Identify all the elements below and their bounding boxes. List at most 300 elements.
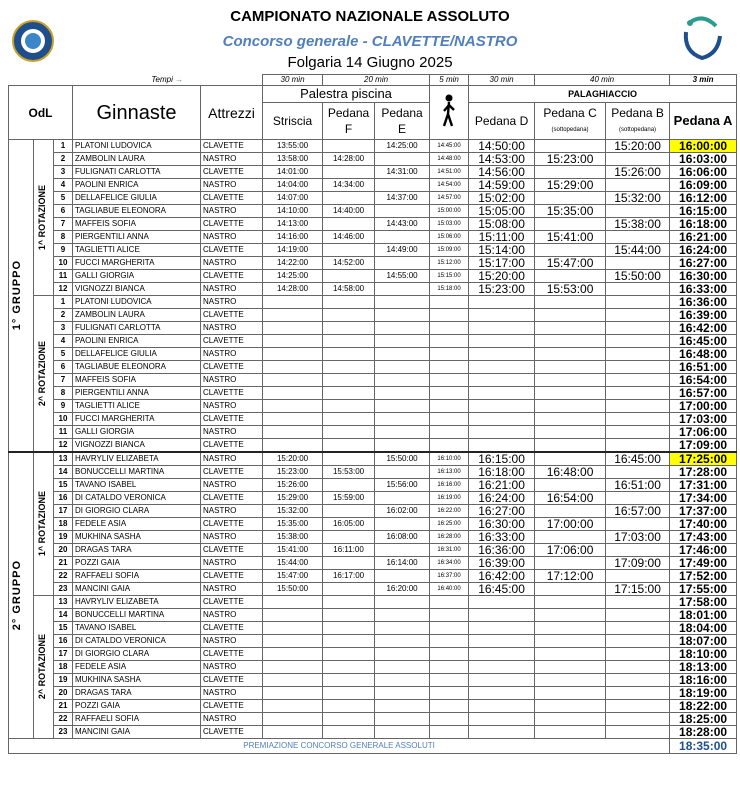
row-number: 23 [54, 583, 73, 596]
time-striscia [263, 374, 323, 387]
time-pedana-e [375, 700, 430, 713]
time-pedana-a: 18:01:00 [670, 609, 737, 622]
time-pedana-d: 15:05:00 [469, 205, 535, 218]
time-pedana-f [323, 296, 375, 309]
apparatus: NASTRO [201, 426, 263, 439]
time-pedana-a: 18:07:00 [670, 635, 737, 648]
time-pedana-b [606, 309, 670, 322]
time-pedana-a: 16:36:00 [670, 296, 737, 309]
apparatus: CLAVETTE [201, 674, 263, 687]
time-striscia: 15:41:00 [263, 544, 323, 557]
time-pedana-d [469, 700, 535, 713]
time-pedana-f [323, 557, 375, 570]
footer-row [9, 739, 737, 754]
time-pedana-e: 14:37:00 [375, 192, 430, 205]
time-striscia: 14:19:00 [263, 244, 323, 257]
row-number: 13 [54, 452, 73, 466]
duration-walk: 5 min [430, 75, 469, 86]
gymnast-name: FUCCI MARGHERITA [73, 257, 201, 270]
apparatus: CLAVETTE [201, 570, 263, 583]
rotation-label-text: 2^ ROTAZIONE [37, 634, 47, 700]
group-label-text: 2° GRUPPO [11, 560, 23, 631]
time-walk: 15:06:00 [430, 231, 469, 244]
time-pedana-a: 17:25:00 [670, 452, 737, 466]
time-striscia: 13:55:00 [263, 140, 323, 153]
rotation-label [34, 140, 54, 296]
time-pedana-b: 17:15:00 [606, 583, 670, 596]
row-number: 4 [54, 335, 73, 348]
gymnast-name: POZZI GAIA [73, 700, 201, 713]
table-row [9, 270, 737, 283]
col-ginnaste: Ginnaste [73, 86, 201, 140]
time-pedana-e [375, 622, 430, 635]
time-pedana-a: 16:33:00 [670, 283, 737, 296]
time-pedana-e [375, 387, 430, 400]
table-row [9, 231, 737, 244]
table-row [9, 426, 737, 439]
gymnast-name: DI CATALDO VERONICA [73, 492, 201, 505]
time-pedana-f: 14:40:00 [323, 205, 375, 218]
time-pedana-d [469, 687, 535, 700]
row-number: 7 [54, 218, 73, 231]
time-pedana-e: 14:25:00 [375, 140, 430, 153]
apparatus: NASTRO [201, 583, 263, 596]
apparatus: NASTRO [201, 400, 263, 413]
time-pedana-e [375, 322, 430, 335]
gymnast-name: BONUCCELLI MARTINA [73, 466, 201, 479]
table-row [9, 557, 737, 570]
schedule-table [8, 74, 737, 754]
table-row [9, 531, 737, 544]
time-pedana-e [375, 413, 430, 426]
gymnast-name: MAFFEIS SOFIA [73, 374, 201, 387]
time-pedana-e: 16:08:00 [375, 531, 430, 544]
time-pedana-d [469, 726, 535, 739]
apparatus: CLAVETTE [201, 492, 263, 505]
apparatus: CLAVETTE [201, 192, 263, 205]
time-pedana-a: 16:00:00 [670, 140, 737, 153]
row-number: 22 [54, 713, 73, 726]
time-pedana-a: 16:48:00 [670, 348, 737, 361]
time-pedana-c [535, 387, 606, 400]
time-pedana-b [606, 413, 670, 426]
time-pedana-e [375, 661, 430, 674]
time-striscia [263, 726, 323, 739]
time-walk: 15:12:00 [430, 257, 469, 270]
time-walk [430, 413, 469, 426]
time-pedana-f [323, 218, 375, 231]
gymnast-name: FULIGNATI CARLOTTA [73, 322, 201, 335]
time-pedana-d: 14:53:00 [469, 153, 535, 166]
time-pedana-e [375, 726, 430, 739]
time-pedana-f [323, 452, 375, 466]
apparatus: CLAVETTE [201, 140, 263, 153]
time-pedana-e [375, 374, 430, 387]
time-pedana-d [469, 596, 535, 609]
time-pedana-c [535, 661, 606, 674]
table-row [9, 492, 737, 505]
row-number: 8 [54, 387, 73, 400]
time-pedana-f [323, 583, 375, 596]
time-pedana-b [606, 348, 670, 361]
time-pedana-f [323, 609, 375, 622]
gymnast-name: TAGLIABUE ELEONORA [73, 205, 201, 218]
time-striscia [263, 348, 323, 361]
time-pedana-d: 16:24:00 [469, 492, 535, 505]
time-pedana-d: 15:11:00 [469, 231, 535, 244]
time-pedana-e: 16:02:00 [375, 505, 430, 518]
gymnast-name: HAVRYLIV ELIZABETA [73, 596, 201, 609]
gymnast-name: TAVANO ISABEL [73, 479, 201, 492]
time-pedana-b [606, 622, 670, 635]
time-pedana-e: 16:20:00 [375, 583, 430, 596]
time-pedana-b [606, 518, 670, 531]
time-walk: 16:13:00 [430, 466, 469, 479]
time-pedana-d: 14:56:00 [469, 166, 535, 179]
row-number: 19 [54, 674, 73, 687]
row-number: 11 [54, 270, 73, 283]
gymnast-name: DRAGAS TARA [73, 544, 201, 557]
apparatus: CLAVETTE [201, 387, 263, 400]
apparatus: NASTRO [201, 231, 263, 244]
time-pedana-b [606, 661, 670, 674]
time-pedana-c [535, 531, 606, 544]
time-pedana-f: 14:58:00 [323, 283, 375, 296]
time-pedana-a: 16:12:00 [670, 192, 737, 205]
time-pedana-d: 14:59:00 [469, 179, 535, 192]
row-number: 10 [54, 413, 73, 426]
time-striscia: 15:44:00 [263, 557, 323, 570]
time-pedana-c [535, 361, 606, 374]
time-pedana-a: 16:09:00 [670, 179, 737, 192]
time-pedana-d: 16:18:00 [469, 466, 535, 479]
time-pedana-f [323, 335, 375, 348]
time-walk [430, 361, 469, 374]
table-row [9, 700, 737, 713]
walking-person-icon [430, 86, 469, 140]
rotation-label-text: 1^ ROTAZIONE [37, 491, 47, 557]
gymnast-name: DRAGAS TARA [73, 687, 201, 700]
time-pedana-b: 17:03:00 [606, 531, 670, 544]
duration-pedana-cb: 40 min [535, 75, 670, 86]
rotation-label [34, 452, 54, 596]
time-pedana-c [535, 439, 606, 453]
apparatus: NASTRO [201, 153, 263, 166]
time-striscia [263, 400, 323, 413]
rotation-label-text: 2^ ROTAZIONE [37, 340, 47, 407]
time-pedana-c [535, 192, 606, 205]
time-pedana-a: 17:46:00 [670, 544, 737, 557]
arrow-right-icon: → [175, 74, 184, 84]
time-striscia [263, 361, 323, 374]
time-pedana-e [375, 179, 430, 192]
time-pedana-d [469, 713, 535, 726]
group-label [9, 140, 34, 453]
table-row [9, 348, 737, 361]
gymnast-name: TAGLIABUE ELEONORA [73, 361, 201, 374]
time-pedana-d: 15:23:00 [469, 283, 535, 296]
time-pedana-c [535, 687, 606, 700]
table-row [9, 218, 737, 231]
time-pedana-c [535, 335, 606, 348]
table-row [9, 452, 737, 466]
time-pedana-c: 15:47:00 [535, 257, 606, 270]
time-pedana-c: 15:35:00 [535, 205, 606, 218]
col-attrezzi: Attrezzi [201, 86, 263, 140]
time-striscia [263, 700, 323, 713]
time-pedana-e [375, 257, 430, 270]
time-pedana-c [535, 426, 606, 439]
row-number: 2 [54, 153, 73, 166]
time-striscia: 15:47:00 [263, 570, 323, 583]
time-pedana-d [469, 374, 535, 387]
apparatus: NASTRO [201, 661, 263, 674]
apparatus: CLAVETTE [201, 244, 263, 257]
apparatus: NASTRO [201, 609, 263, 622]
page-title: CAMPIONATO NAZIONALE ASSOLUTO [230, 8, 510, 25]
time-pedana-f [323, 270, 375, 283]
row-number: 18 [54, 661, 73, 674]
time-striscia: 15:20:00 [263, 452, 323, 466]
time-pedana-f: 15:59:00 [323, 492, 375, 505]
time-pedana-c: 16:48:00 [535, 466, 606, 479]
time-pedana-b [606, 544, 670, 557]
table-row [9, 570, 737, 583]
time-pedana-f [323, 726, 375, 739]
time-pedana-c [535, 596, 606, 609]
time-pedana-f [323, 387, 375, 400]
time-pedana-c [535, 713, 606, 726]
row-number: 7 [54, 374, 73, 387]
table-row [9, 244, 737, 257]
time-striscia [263, 596, 323, 609]
time-pedana-b [606, 400, 670, 413]
time-pedana-b [606, 296, 670, 309]
time-striscia: 14:28:00 [263, 283, 323, 296]
time-pedana-b [606, 596, 670, 609]
time-pedana-a: 17:03:00 [670, 413, 737, 426]
col-palestra: Palestra piscina [263, 86, 430, 103]
time-pedana-c [535, 348, 606, 361]
rotation-label [34, 596, 54, 739]
sponsor-logo-icon [680, 14, 724, 62]
gymnast-name: VIGNOZZI BIANCA [73, 439, 201, 453]
table-row [9, 205, 737, 218]
time-pedana-b [606, 322, 670, 335]
time-pedana-b [606, 674, 670, 687]
time-walk [430, 374, 469, 387]
gymnast-name: DELLAFELICE GIULIA [73, 192, 201, 205]
gymnast-name: TAVANO ISABEL [73, 622, 201, 635]
time-pedana-e [375, 296, 430, 309]
time-pedana-b [606, 153, 670, 166]
time-pedana-d: 16:45:00 [469, 583, 535, 596]
time-pedana-a: 16:54:00 [670, 374, 737, 387]
time-pedana-b [606, 570, 670, 583]
col-pedana-a: Pedana A [670, 103, 737, 140]
group-label-text: 1° GRUPPO [11, 260, 23, 331]
gymnast-name: RAFFAELI SOFIA [73, 713, 201, 726]
row-number: 20 [54, 544, 73, 557]
time-walk: 14:54:00 [430, 179, 469, 192]
time-pedana-d [469, 361, 535, 374]
time-walk [430, 609, 469, 622]
time-walk [430, 426, 469, 439]
time-walk: 16:40:00 [430, 583, 469, 596]
time-pedana-f [323, 479, 375, 492]
table-row [9, 387, 737, 400]
apparatus: NASTRO [201, 179, 263, 192]
time-pedana-e [375, 570, 430, 583]
time-striscia [263, 635, 323, 648]
time-striscia: 14:13:00 [263, 218, 323, 231]
time-walk: 16:16:00 [430, 479, 469, 492]
time-pedana-e: 14:31:00 [375, 166, 430, 179]
time-striscia [263, 713, 323, 726]
gymnast-name: MUKHINA SASHA [73, 674, 201, 687]
time-walk [430, 622, 469, 635]
time-pedana-b [606, 726, 670, 739]
apparatus: CLAVETTE [201, 648, 263, 661]
time-striscia [263, 687, 323, 700]
row-number: 9 [54, 400, 73, 413]
time-pedana-c [535, 700, 606, 713]
time-pedana-a: 17:28:00 [670, 466, 737, 479]
time-striscia [263, 309, 323, 322]
time-pedana-f [323, 361, 375, 374]
table-row [9, 635, 737, 648]
time-pedana-c [535, 413, 606, 426]
time-striscia: 15:29:00 [263, 492, 323, 505]
duration-pedana-a: 3 min [670, 75, 737, 86]
time-pedana-c [535, 322, 606, 335]
gymnast-name: FEDELE ASIA [73, 518, 201, 531]
time-pedana-f: 16:17:00 [323, 570, 375, 583]
time-pedana-f [323, 413, 375, 426]
time-pedana-a: 16:21:00 [670, 231, 737, 244]
time-pedana-e: 15:50:00 [375, 452, 430, 466]
time-pedana-e [375, 335, 430, 348]
time-walk: 15:15:00 [430, 270, 469, 283]
time-walk [430, 296, 469, 309]
apparatus: NASTRO [201, 296, 263, 309]
time-pedana-a: 16:15:00 [670, 205, 737, 218]
table-row [9, 648, 737, 661]
gymnast-name: ZAMBOLIN LAURA [73, 309, 201, 322]
apparatus: CLAVETTE [201, 726, 263, 739]
time-pedana-b [606, 439, 670, 453]
time-pedana-c: 17:06:00 [535, 544, 606, 557]
time-walk [430, 596, 469, 609]
time-pedana-a: 17:40:00 [670, 518, 737, 531]
time-striscia [263, 622, 323, 635]
row-number: 13 [54, 596, 73, 609]
row-number: 6 [54, 361, 73, 374]
gymnast-name: MUKHINA SASHA [73, 531, 201, 544]
time-pedana-e [375, 283, 430, 296]
gymnast-name: PIERGENTILI ANNA [73, 387, 201, 400]
row-number: 23 [54, 726, 73, 739]
col-striscia: Striscia [263, 103, 323, 140]
time-pedana-e [375, 466, 430, 479]
apparatus: CLAVETTE [201, 270, 263, 283]
group-label [9, 452, 34, 739]
time-walk [430, 661, 469, 674]
time-pedana-c: 15:29:00 [535, 179, 606, 192]
time-pedana-d [469, 296, 535, 309]
gymnast-name: PAOLINI ENRICA [73, 179, 201, 192]
time-pedana-f: 14:28:00 [323, 153, 375, 166]
time-pedana-c [535, 674, 606, 687]
gymnast-name: PIERGENTILI ANNA [73, 231, 201, 244]
time-pedana-d [469, 309, 535, 322]
table-row [9, 622, 737, 635]
time-pedana-d: 16:39:00 [469, 557, 535, 570]
time-pedana-a: 18:16:00 [670, 674, 737, 687]
time-striscia: 14:22:00 [263, 257, 323, 270]
table-row [9, 505, 737, 518]
gymnast-name: FULIGNATI CARLOTTA [73, 166, 201, 179]
time-pedana-b: 15:32:00 [606, 192, 670, 205]
gymnast-name: PLATONI LUDOVICA [73, 296, 201, 309]
col-pedana-d: Pedana D [469, 103, 535, 140]
time-walk [430, 648, 469, 661]
time-pedana-e: 16:14:00 [375, 557, 430, 570]
time-pedana-e [375, 309, 430, 322]
time-pedana-d: 15:14:00 [469, 244, 535, 257]
apparatus: CLAVETTE [201, 218, 263, 231]
time-pedana-d: 16:36:00 [469, 544, 535, 557]
time-striscia: 14:04:00 [263, 179, 323, 192]
gymnast-name: FEDELE ASIA [73, 661, 201, 674]
time-pedana-e [375, 674, 430, 687]
col-pedana-f: Pedana F [323, 103, 375, 140]
time-striscia: 14:25:00 [263, 270, 323, 283]
time-pedana-b: 15:50:00 [606, 270, 670, 283]
gymnast-name: FUCCI MARGHERITA [73, 413, 201, 426]
gymnast-name: DELLAFELICE GIULIA [73, 348, 201, 361]
time-pedana-e [375, 713, 430, 726]
time-walk [430, 635, 469, 648]
apparatus: NASTRO [201, 205, 263, 218]
time-pedana-a: 18:13:00 [670, 661, 737, 674]
table-row [9, 479, 737, 492]
time-pedana-b [606, 361, 670, 374]
time-walk [430, 309, 469, 322]
gymnast-name: HAVRYLIV ELIZABETA [73, 452, 201, 466]
time-pedana-b: 17:09:00 [606, 557, 670, 570]
row-number: 12 [54, 439, 73, 453]
time-walk [430, 387, 469, 400]
time-pedana-d: 16:21:00 [469, 479, 535, 492]
table-row [9, 166, 737, 179]
time-pedana-f [323, 635, 375, 648]
table-row [9, 283, 737, 296]
time-pedana-b: 15:44:00 [606, 244, 670, 257]
time-pedana-e [375, 426, 430, 439]
gymnast-name: MAFFEIS SOFIA [73, 218, 201, 231]
duration-pedana-d: 30 min [469, 75, 535, 86]
table-row [9, 257, 737, 270]
apparatus: CLAVETTE [201, 466, 263, 479]
row-number: 10 [54, 257, 73, 270]
time-pedana-a: 17:37:00 [670, 505, 737, 518]
time-walk: 15:00:00 [430, 205, 469, 218]
gymnast-name: RAFFAELI SOFIA [73, 570, 201, 583]
table-row [9, 544, 737, 557]
time-walk: 15:18:00 [430, 283, 469, 296]
table-row [9, 596, 737, 609]
